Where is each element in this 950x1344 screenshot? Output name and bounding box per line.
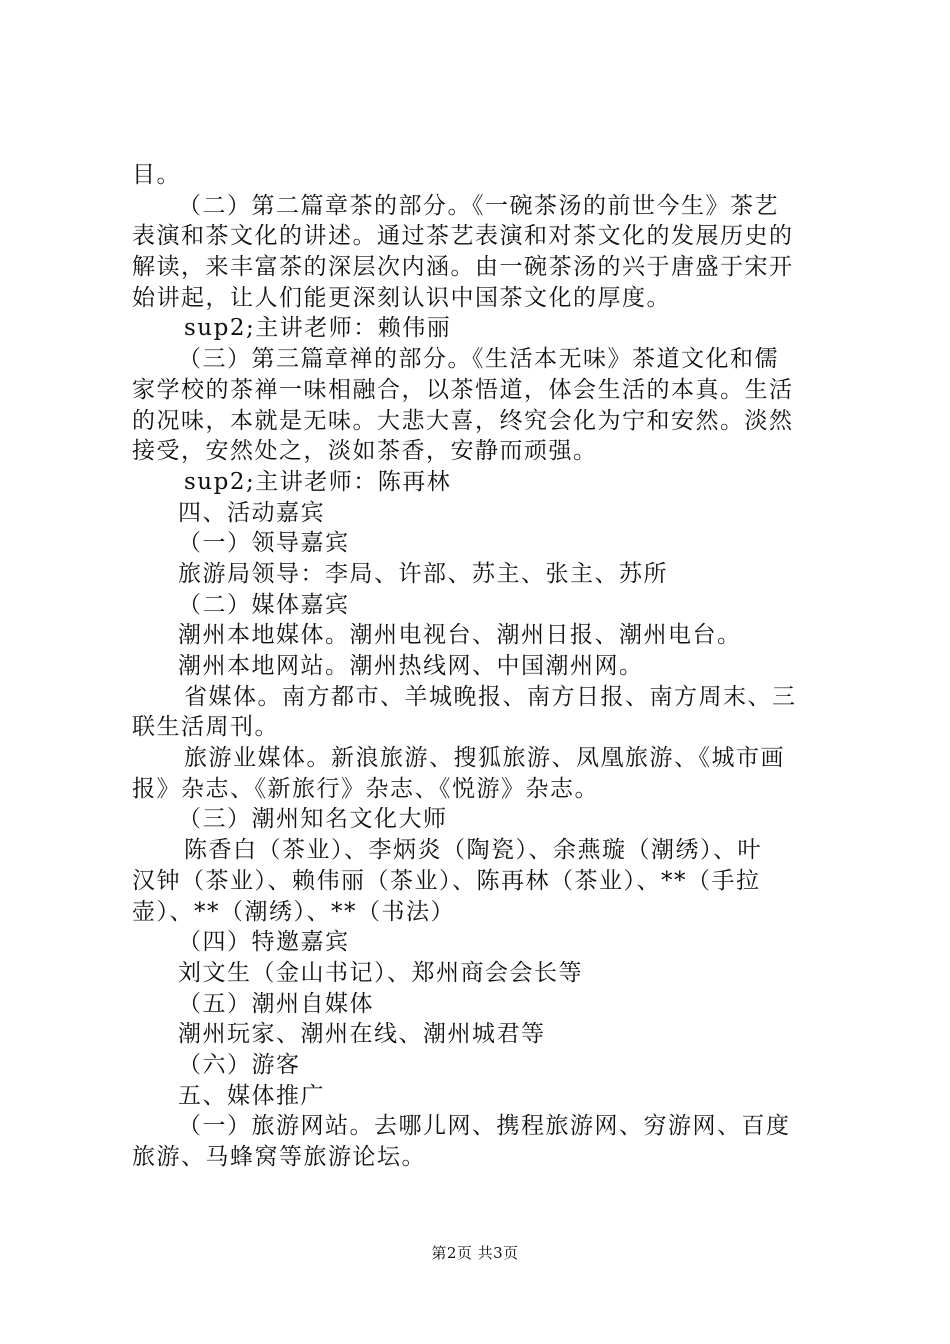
page-number-footer: 第2页 共3页 (431, 1244, 519, 1262)
paragraph-line: 表演和茶文化的讲述。通过茶艺表演和对茶文化的发展历史的 (132, 223, 794, 250)
subsection-heading: （二）媒体嘉宾 (178, 591, 350, 618)
paragraph-line: 的况味，本就是无味。大悲大喜，终究会化为宁和安然。淡然 (132, 407, 794, 434)
paragraph-line: 旅游局领导：李局、许部、苏主、张主、苏所 (178, 560, 668, 587)
paragraph-line: 接受，安然处之，淡如茶香，安静而顽强。 (132, 438, 598, 465)
paragraph-line: 联生活周刊。 (132, 714, 279, 741)
paragraph-line: （二）第二篇章茶的部分。《一碗茶汤的前世今生》茶艺 (178, 192, 779, 219)
paragraph-line: 刘文生（金山书记）、郑州商会会长等 (178, 959, 583, 986)
paragraph-line: 报》杂志、《新旅行》杂志、《悦游》杂志。 (132, 775, 599, 802)
subsection-heading: （三）潮州知名文化大师 (178, 806, 448, 833)
paragraph-line: 汉钟（茶业）、赖伟丽（茶业）、陈再林（茶业）、**（手拉 (132, 867, 761, 894)
paragraph-line: 家学校的茶禅一味相融合，以茶悟道，体会生活的本真。生活 (132, 376, 794, 403)
paragraph-line: （一）旅游网站。去哪儿网、携程旅游网、穷游网、百度 (178, 1113, 791, 1140)
paragraph-line: 陈香白（茶业）、李炳炎（陶瓷）、余燕璇（潮绣）、叶 (184, 837, 762, 864)
paragraph-line: 始讲起，让人们能更深刻认识中国茶文化的厚度。 (132, 284, 671, 311)
paragraph-line: 潮州本地媒体。潮州电视台、潮州日报、潮州电台。 (178, 622, 742, 649)
paragraph-line: 解读，来丰富茶的深层次内涵。由一碗茶汤的兴于唐盛于宋开 (132, 254, 794, 281)
subsection-heading: （五）潮州自媒体 (178, 990, 374, 1017)
section-heading: 四、活动嘉宾 (178, 499, 325, 526)
paragraph-line: 旅游、马蜂窝等旅游论坛。 (132, 1144, 426, 1170)
paragraph-line: 潮州玩家、潮州在线、潮州城君等 (178, 1021, 546, 1048)
paragraph-line: 壶）、**（潮绣）、**（书法） (132, 898, 455, 925)
paragraph-line: 旅游业媒体。新浪旅游、搜狐旅游、凤凰旅游、《城市画 (184, 745, 785, 772)
lecturer-line: sup2;主讲老师：陈再林 (184, 468, 452, 495)
subsection-heading: （六）游客 (178, 1051, 301, 1078)
paragraph-line: 潮州本地网站。潮州热线网、中国潮州网。 (178, 653, 644, 679)
paragraph-line: （三）第三篇章禅的部分。《生活本无味》茶道文化和儒 (178, 346, 779, 373)
paragraph-line: 目。 (132, 162, 181, 188)
subsection-heading: （一）领导嘉宾 (178, 530, 350, 557)
subsection-heading: （四）特邀嘉宾 (178, 929, 350, 956)
section-heading: 五、媒体推广 (178, 1082, 325, 1109)
lecturer-line: sup2;主讲老师：赖伟丽 (184, 315, 452, 342)
paragraph-line: 省媒体。南方都市、羊城晚报、南方日报、南方周末、三 (184, 683, 797, 710)
document-body (132, 160, 834, 1173)
